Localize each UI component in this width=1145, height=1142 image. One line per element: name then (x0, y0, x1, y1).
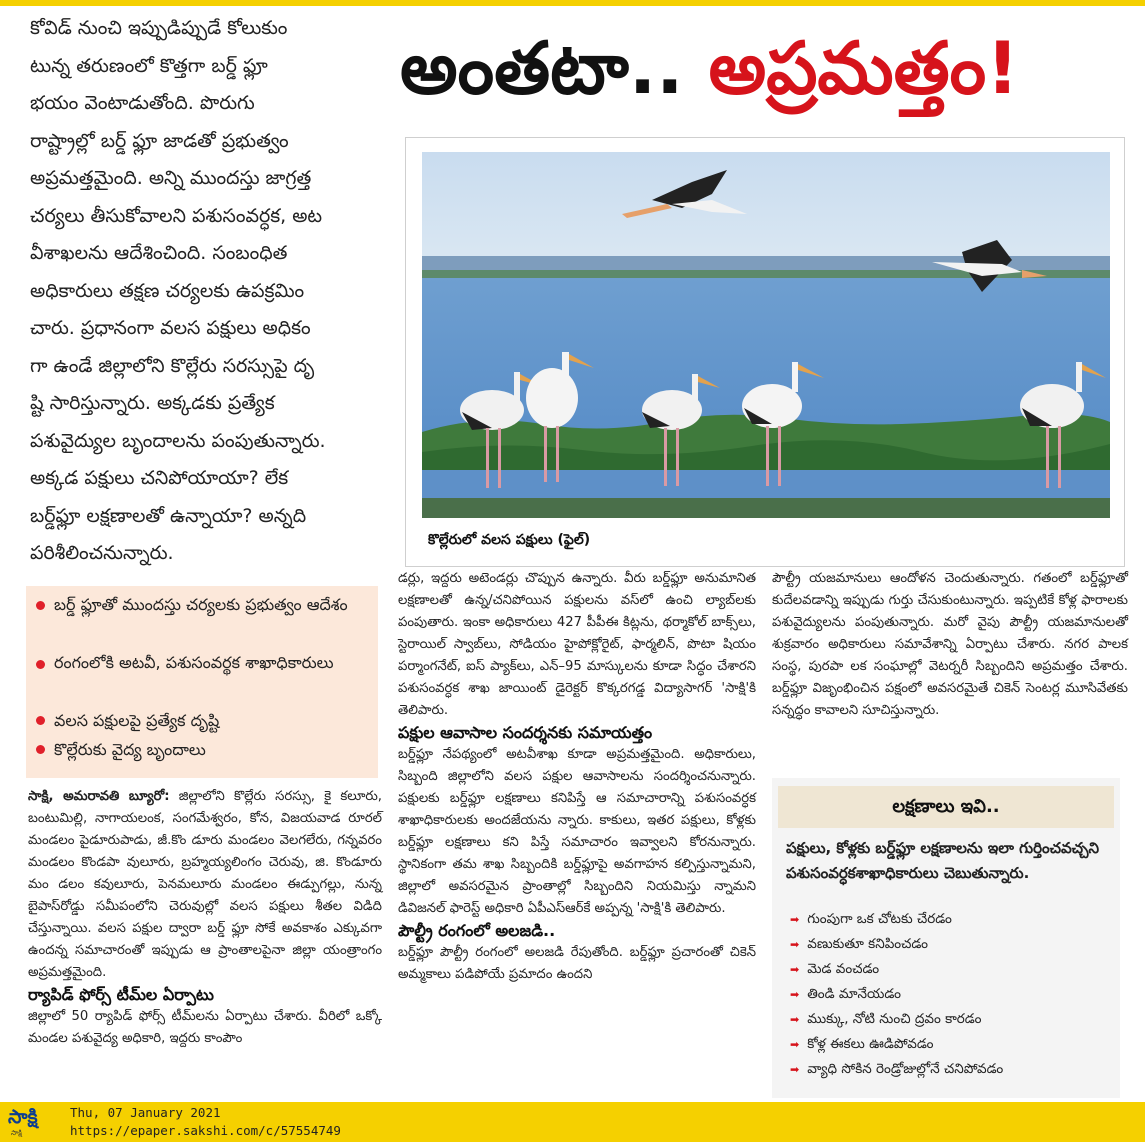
headline (400, 18, 1140, 118)
paragraph: జిల్లాలోని కొల్లేరు సరస్సు, కై కలూరు, బంటుమిల్లి, నాగాయలంక, సంగమేశ్వరం, కోన, విజయవాడ రూరల్ మండలం పైడూరుపాడు, జీ.కొం డూరు మండలం వెలగలేరు, గన్నవరం మండలం కొండపా వులూరు, బ్రహ్మయ్యలింగం చెరువు, జి. కొండూరు మం డలం కవులూరు, పెనమలూరు మండలం ఈడ్పుగల్లు, నున్న బైపాస్‌రోడ్డు సమీపంలోని చెరువుల్లో వలస పక్షులు శీతల విడిది చేస్తున్నాయి. వలస పక్షుల ద్వారా బర్డ్ ఫ్లూ సోకే అవకాశం ఎక్కువగా ఉందన్న సమాచారంతో ఇప్పుడు ఆ ప్రాంతాలపైనా జిల్లా యంత్రాంగం అప్రమత్తమైంది. (28, 789, 382, 980)
paragraph: బర్డ్‌ఫ్లూ పౌల్ట్రీ రంగంలో అలజడి రేపుతోంది. బర్డ్‌ఫ్లూ ప్రచారంతో చికెన్ అమ్మకాలు పడిపోయే ప్రమాదం ఉందని (398, 945, 756, 982)
symptom-item: ➡ గుంపుగా ఒక చోటకు చేరడం (790, 911, 952, 927)
arrow-icon: ➡ (790, 1063, 800, 1076)
highlight-item: వలస పక్షులపై ప్రత్యేక దృష్టి (54, 711, 220, 730)
bullet-dot (36, 601, 45, 610)
headline-part-2: అప్రమత్తం! (708, 26, 1019, 110)
symptom-item: ➡ వ్యాధి సోకిన రెండ్రోజుల్లోనే చనిపోవడం (790, 1061, 1004, 1077)
paragraph: పౌల్ట్రీ యజమానులు ఆందోళన చెందుతున్నారు. గతంలో బర్డ్‌ఫ్లూతో కుదేలవడాన్ని ఇప్పుడు గుర్తు చేసుకుంటున్నారు. ఇప్పటికే కోళ్ల ఫారాలకు పశువైద్యులను పంపుతున్నారు. మరో వైపు పౌల్ట్రీ యజమానులతో శుక్రవారం అధికారులు సమావేశాన్ని ఏర్పాటు చేశారు. నగర పాలక సంస్థ, పురపా లక సంఘాల్లో వెటర్నరీ సిబ్బందిని అప్రమత్తం చేశారు. బర్డ్‌ఫ్లూ విజృంభించిన పక్షంలో అవసరమైతే చికెన్ సెంటర్ల మూసివేతకు సన్నద్ధం కావాలని సూచిస్తున్నారు. (772, 571, 1128, 718)
intro-line: పరిశీలించనున్నారు. (30, 542, 174, 564)
logo-text: సాక్షి (8, 1106, 38, 1128)
subheading: పక్షుల ఆవాసాల సందర్శనకు సమాయత్తం (398, 723, 653, 742)
highlight-item: కొల్లేరుకు వైద్య బృందాలు (54, 740, 206, 759)
arrow-icon: ➡ (790, 1013, 800, 1026)
intro-line: రాష్ట్రాల్లో బర్డ్ ఫ్లూ జాడతో ప్రభుత్వం (30, 129, 289, 152)
intro-line: భయం వెంటాడుతోంది. పొరుగు (30, 92, 255, 114)
intro-line: గా ఉండే జిల్లాలోని కొల్లేరు సరస్సుపై దృ (30, 354, 315, 377)
logo-subtext: సాక్షి (11, 1129, 22, 1137)
intro-line: బర్డ్‌ఫ్లూ లక్షణాలతో ఉన్నాయా? అన్నది (30, 504, 307, 527)
symptom-item: ➡ తిండి మానేయడం (790, 986, 901, 1002)
highlight-item: బర్డ్ ఫ్లూతో ముందస్తు చర్యలకు ప్రభుత్వం ఆదేశం (54, 595, 348, 614)
intro-line: చారు. ప్రధానంగా వలస పక్షులు అధికం (30, 317, 311, 339)
intro-line: టున్న తరుణంలో కొత్తగా బర్డ్ ఫ్లూ (30, 54, 268, 77)
top-border (0, 0, 1145, 6)
intro-line: అప్రమత్తమైంది. అన్ని ముందస్తు జాగ్రత్త (30, 167, 312, 189)
intro-line: కోవిడ్ నుంచి ఇప్పుడిప్పుడే కోలుకుం (30, 17, 288, 39)
intro-paragraph (30, 10, 370, 573)
sakshi-logo[interactable] (8, 1106, 60, 1138)
publish-date: Thu, 07 January 2021 (70, 1105, 221, 1120)
subheading: ర్యాపిడ్ ఫోర్స్ టీమ్‌ల ఏర్పాటు (28, 985, 214, 1004)
article-column-2 (398, 568, 756, 986)
highlights-box (26, 586, 378, 778)
migratory-birds-photo (422, 152, 1110, 518)
bullet-dot (36, 660, 45, 669)
intro-line: వీశాఖలను ఆదేశించింది. సంబంధిత (30, 242, 288, 264)
bullet-dot (36, 716, 45, 725)
paragraph: జిల్లాలో 50 ర్యాపిడ్ ఫోర్స్ టీమ్‌లను ఏర్పాటు చేశారు. వీరిలో ఒక్కో మండల పశువైద్య అధికారి, ఇద్దరు కాంపౌం (28, 1009, 382, 1046)
headline-part-1: అంతటా.. (400, 26, 684, 110)
footer-meta (70, 1104, 341, 1140)
subheading: పౌల్ట్రీ రంగంలో అలజడి.. (398, 921, 556, 940)
arrow-icon: ➡ (790, 963, 800, 976)
arrow-icon: ➡ (790, 988, 800, 1001)
photo-frame (405, 137, 1125, 567)
source-url[interactable]: https://epaper.sakshi.com/c/57554749 (70, 1123, 341, 1138)
paragraph: డర్లు, ఇద్దరు అటెండర్లు చొప్పున ఉన్నారు. వీరు బర్డ్‌ఫ్లూ అనుమానిత లక్షణాలతో ఉన్న/చనిపోయిన పక్షులను వస్‌లో ఉంచి ల్యాబ్‌లకు పంపుతారు. ఇంకా అధికారులు 427 పీపీఈ కిట్లను, థర్మాకోల్ బాక్స్‌లు, స్టెరాయిల్ స్వాబ్‌లు, సోడియం హైపోక్లోరైట్, ఫార్మలిన్, పొటా షియం పర్మాంగనేట్, ఐస్ ప్యాక్‌లు, ఎన్–95 మాస్కులను కూడా సిద్ధం చేశారని పశుసంవర్ధక శాఖ జాయింట్ డైరెక్టర్ కొక్కరగడ్డ విద్యాసాగర్ 'సాక్షి'కి తెలిపారు. (398, 571, 756, 718)
intro-line: పశువైద్యుల బృందాలను పంపుతున్నారు. (30, 429, 326, 452)
arrow-icon: ➡ (790, 913, 800, 926)
symptom-item: ➡ ముక్కు, నోటి నుంచి ద్రవం కారడం (790, 1011, 982, 1027)
intro-line: చర్యలు తీసుకోవాలని పశుసంవర్ధక, అట (30, 204, 323, 227)
symptoms-box (772, 778, 1120, 1098)
highlight-item: రంగంలోకి అటవీ, పశుసంవర్థక శాఖాధికారులు (54, 653, 334, 672)
paragraph: బర్డ్‌ఫ్లూ నేపథ్యంలో అటవీశాఖ కూడా అప్రమత్తమైంది. అధికారులు, సిబ్బంది జిల్లాలోని వలస పక్షుల ఆవాసాలను సందర్శించనున్నారు. పక్షులకు బర్డ్‌ఫ్లూ లక్షణాలు కనిపిస్తే ఆ సమాచారాన్ని పశుసంవర్ధక శాఖాధికారులకు అందజేయను న్నారు. కాకులు, ఇతర పక్షులు, కోళ్లకు బర్డ్‌ఫ్లూ లక్షణాలు కని పిస్తే సమాచారం ఇవ్వాలని కోరనున్నారు. స్థానికంగా తమ శాఖ సిబ్బందికి బర్డ్‌ఫ్లూపై అవగాహన కల్పిస్తున్నామని, జిల్లాలో అవసరమైన ప్రాంతాల్లో సిబ్బందిని నియమిస్తు న్నామని డివిజనల్ ఫారెస్ట్ అధికారి ఏపీఎస్ఆర్‌కే అప్పన్న 'సాక్షి'కి తెలిపారు. (398, 747, 756, 916)
symptoms-title: లక్షణాలు ఇవి.. (778, 786, 1114, 828)
intro-line: ష్టి సారిస్తున్నారు. అక్కడకు ప్రత్యేక (30, 392, 275, 414)
arrow-icon: ➡ (790, 1038, 800, 1051)
arrow-icon: ➡ (790, 938, 800, 951)
intro-line: అక్కడ పక్షులు చనిపోయాయా? లేక (30, 467, 289, 489)
photo-caption: కొల్లేరులో వలస పక్షులు (ఫైల్) (428, 532, 591, 548)
bullet-dot (36, 745, 45, 754)
intro-line: అధికారులు తక్షణ చర్యలకు ఉపక్రమిం (30, 279, 305, 302)
symptom-item: ➡ మెడ వంచడం (790, 961, 880, 977)
article-column-1 (28, 786, 382, 1050)
symptom-item: ➡ వణుకుతూ కనిపించడం (790, 936, 929, 952)
dateline: సాక్షి, అమరావతి బ్యూరో: (28, 789, 170, 804)
symptom-item: ➡ కోళ్ల ఈకలు ఊడిపోవడం (790, 1036, 934, 1052)
footer-bar (0, 1102, 1145, 1142)
article-column-3 (772, 568, 1128, 722)
symptoms-lead: పక్షులు, కోళ్లకు బర్డ్‌ఫ్లూ లక్షణాలను ఇలా గుర్తించవచ్చని పశుసంవర్ధకశాఖాధికారులు చెబుతున్నారు. (786, 839, 1100, 882)
